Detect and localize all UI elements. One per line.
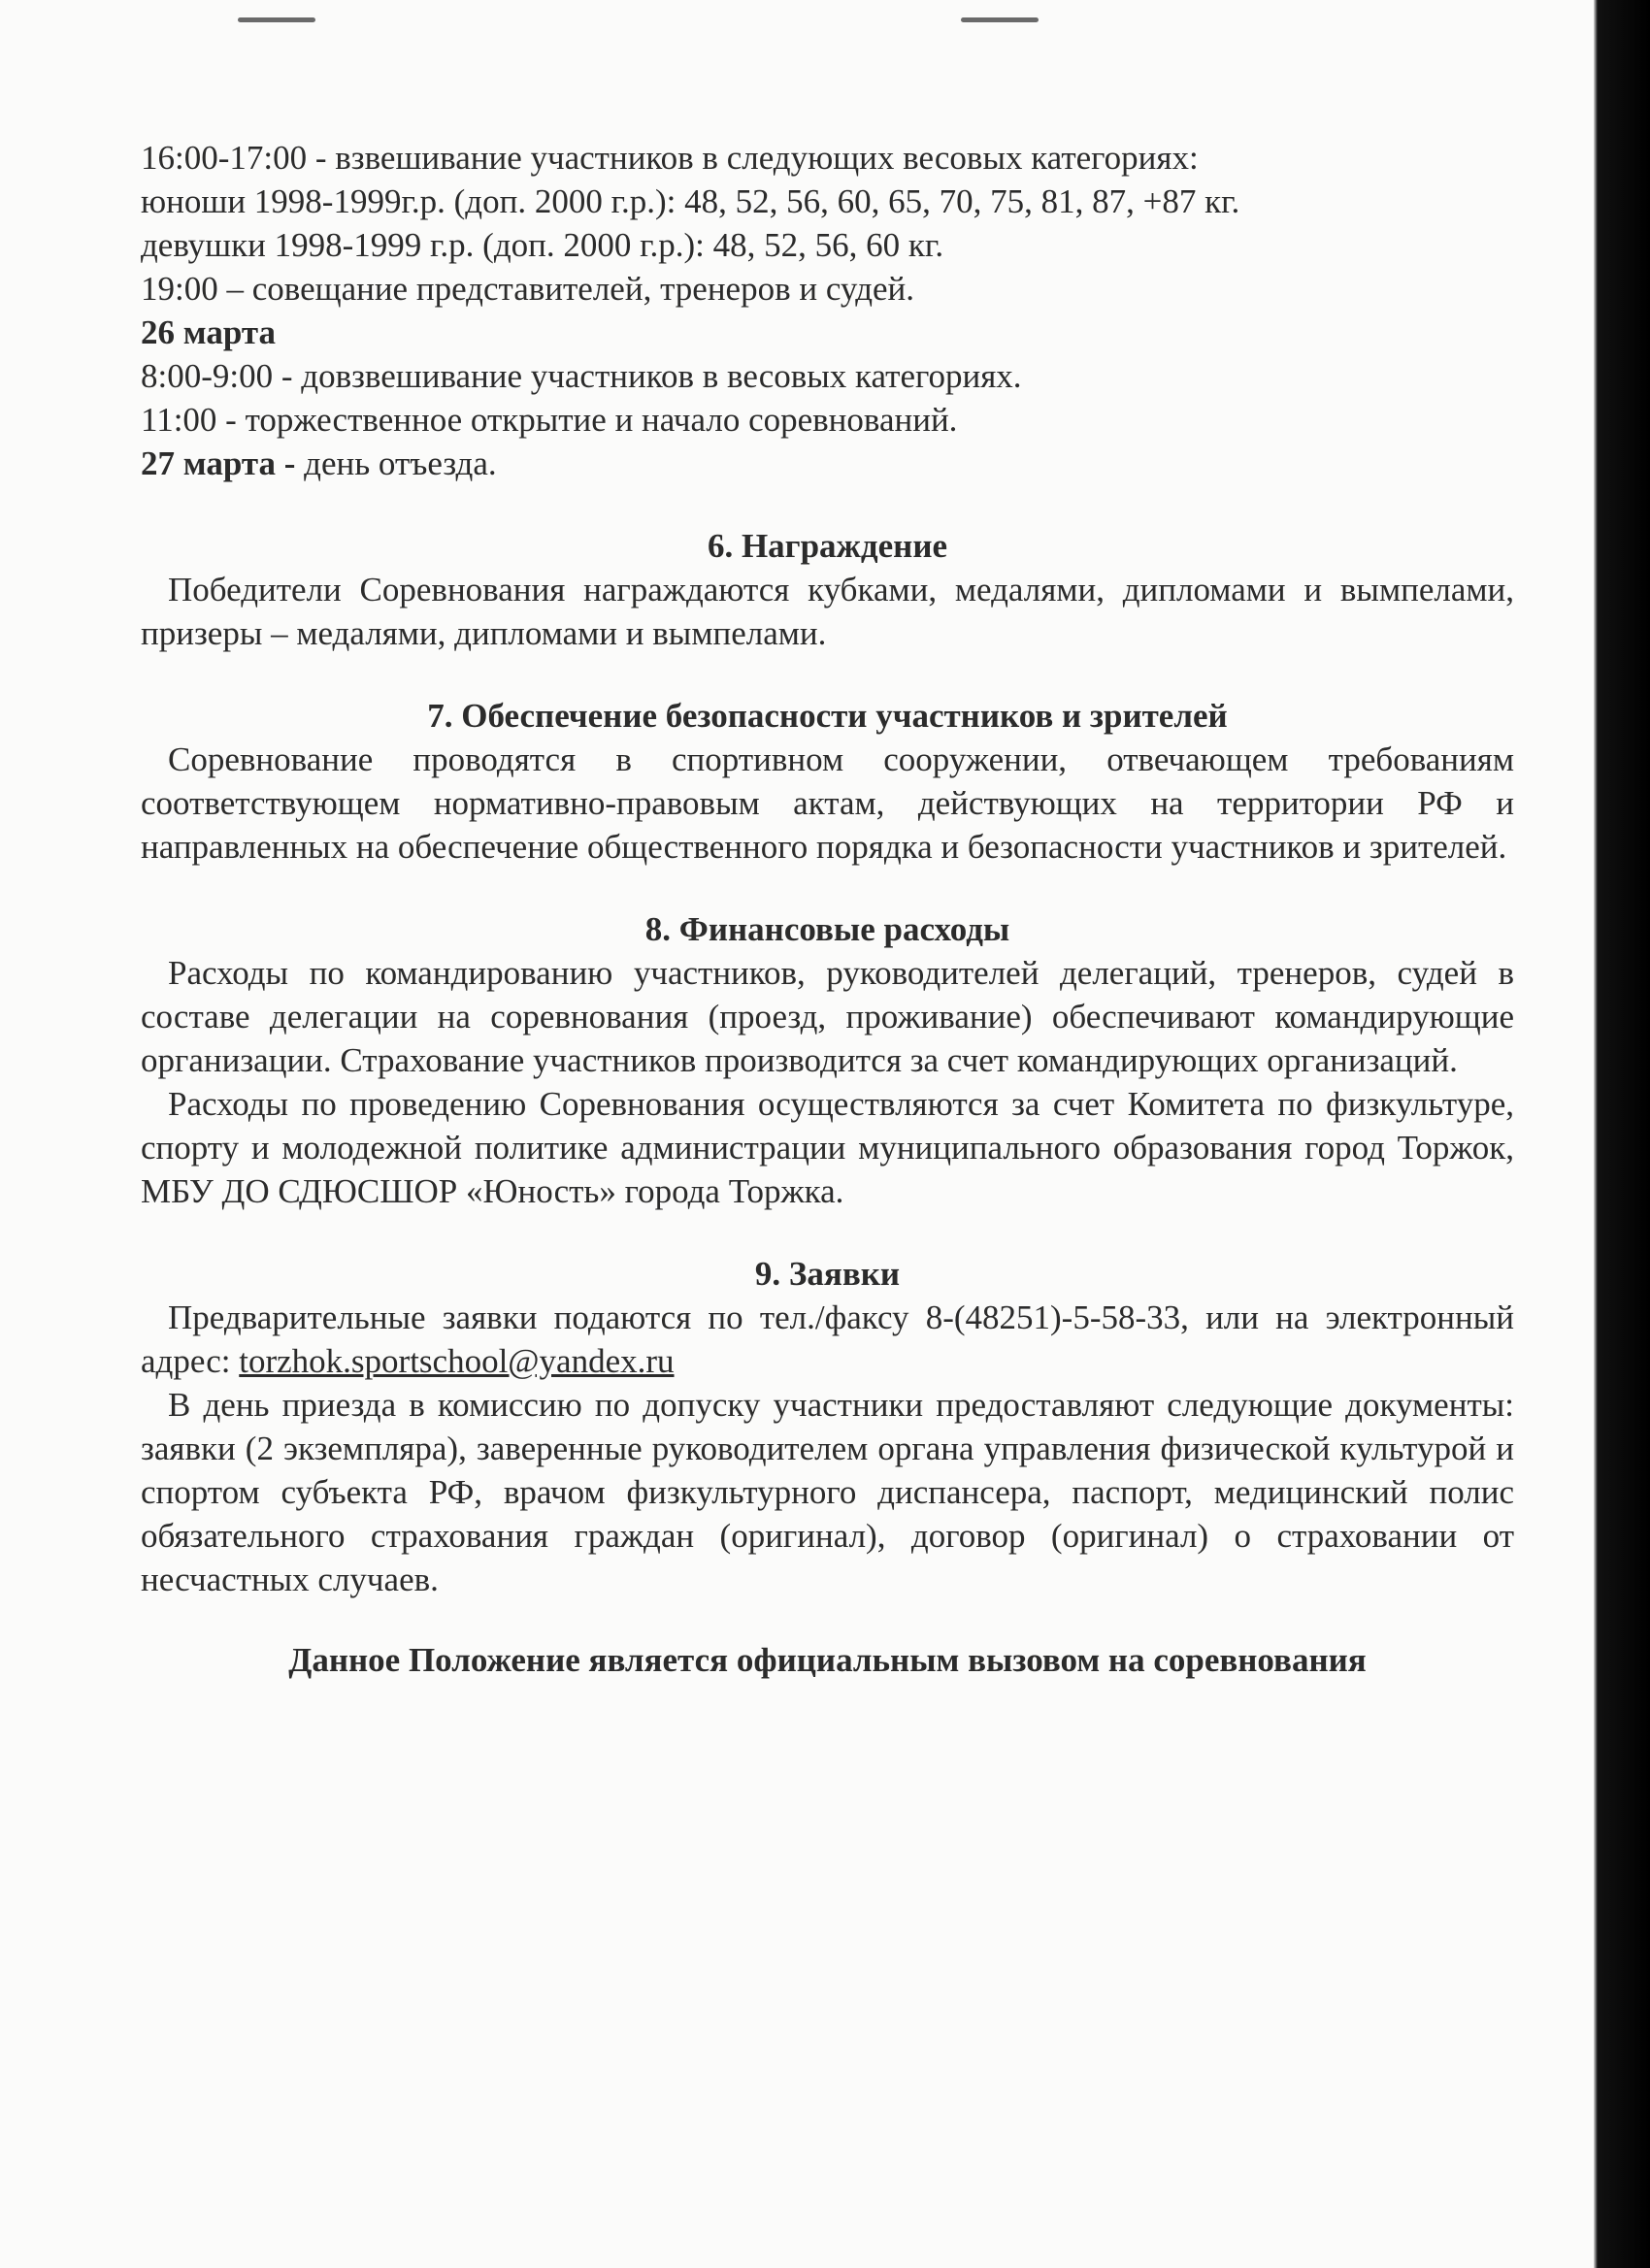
schedule-line: 16:00-17:00 - взвешивание участников в следующих весовых категориях:	[141, 139, 1199, 177]
schedule-text: день отъезда.	[295, 444, 497, 482]
email-link[interactable]: torzhok.sportschool@yandex.ru	[239, 1342, 675, 1380]
schedule-line: 19:00 – совещание представителей, тренеров и судей.	[141, 270, 915, 308]
section-9-paragraph-1	[141, 1296, 1514, 1383]
document-page	[141, 136, 1514, 1682]
schedule-line: юноши 1998-1999г.р. (доп. 2000 г.р.): 48, 52, 56, 60, 65, 70, 75, 81, 87, +87 кг.	[141, 182, 1240, 220]
scan-mark	[238, 17, 315, 22]
scan-edge	[1594, 0, 1650, 2268]
section-7-text: Соревнование проводятся в спортивном сооружении, отвечающем требованиям соответствующем нормативно-правовым актам, действующих на территории РФ и направленных на обеспечение общественного порядка и безопасности участников и зрителей.	[141, 740, 1514, 866]
section-9-text: Предварительные заявки подаются по тел./факсу 8-(48251)-5-58-33, или на электронный адрес:	[141, 1298, 1514, 1380]
schedule-line: девушки 1998-1999 г.р. (доп. 2000 г.р.): 48, 52, 56, 60 кг.	[141, 226, 944, 264]
section-8-paragraph-2: Расходы по проведению Соревнования осуществляются за счет Комитета по физкультуре, спорту и молодежной политике администрации муниципального образования город Торжок, МБУ ДО СДЮСШОР «Юность» города Торжка.	[141, 1085, 1514, 1210]
section-7-title: 7. Обеспечение безопасности участников и зрителей	[427, 697, 1228, 735]
schedule-day: 26 марта	[141, 313, 276, 351]
section-6-text: Победители Соревнования награждаются кубками, медалями, дипломами и вымпелами, призеры – медалями, дипломами и вымпелами.	[141, 571, 1514, 652]
schedule-line: 8:00-9:00 - довзвешивание участников в весовых категориях.	[141, 357, 1022, 395]
schedule-line: 11:00 - торжественное открытие и начало соревнований.	[141, 401, 958, 439]
section-6-title: 6. Награждение	[707, 527, 948, 565]
section-9-paragraph-2: В день приезда в комиссию по допуску участники предоставляют следующие документы: заявки (2 экземпляра), заверенные руководителем органа управления физической культурой и спортом субъекта РФ, врачом физкультурного диспансера, паспорт, медицинский полис обязательного страхования граждан (оригинал), договор (оригинал) о страховании от несчастных случаев.	[141, 1386, 1514, 1598]
schedule-day: 27 марта -	[141, 444, 296, 482]
scan-mark	[961, 17, 1039, 22]
section-8-paragraph-1: Расходы по командированию участников, руководителей делегаций, тренеров, судей в составе делегации на соревнования (проезд, проживание) обеспечивают командирующие организации. Страхование участников производится за счет командирующих организаций.	[141, 954, 1514, 1079]
official-call-statement: Данное Положение является официальным вызовом на соревнования	[288, 1641, 1367, 1679]
section-9-title: 9. Заявки	[754, 1255, 901, 1293]
section-8-title: 8. Финансовые расходы	[644, 910, 1010, 948]
schedule-line-departure	[141, 442, 1514, 485]
